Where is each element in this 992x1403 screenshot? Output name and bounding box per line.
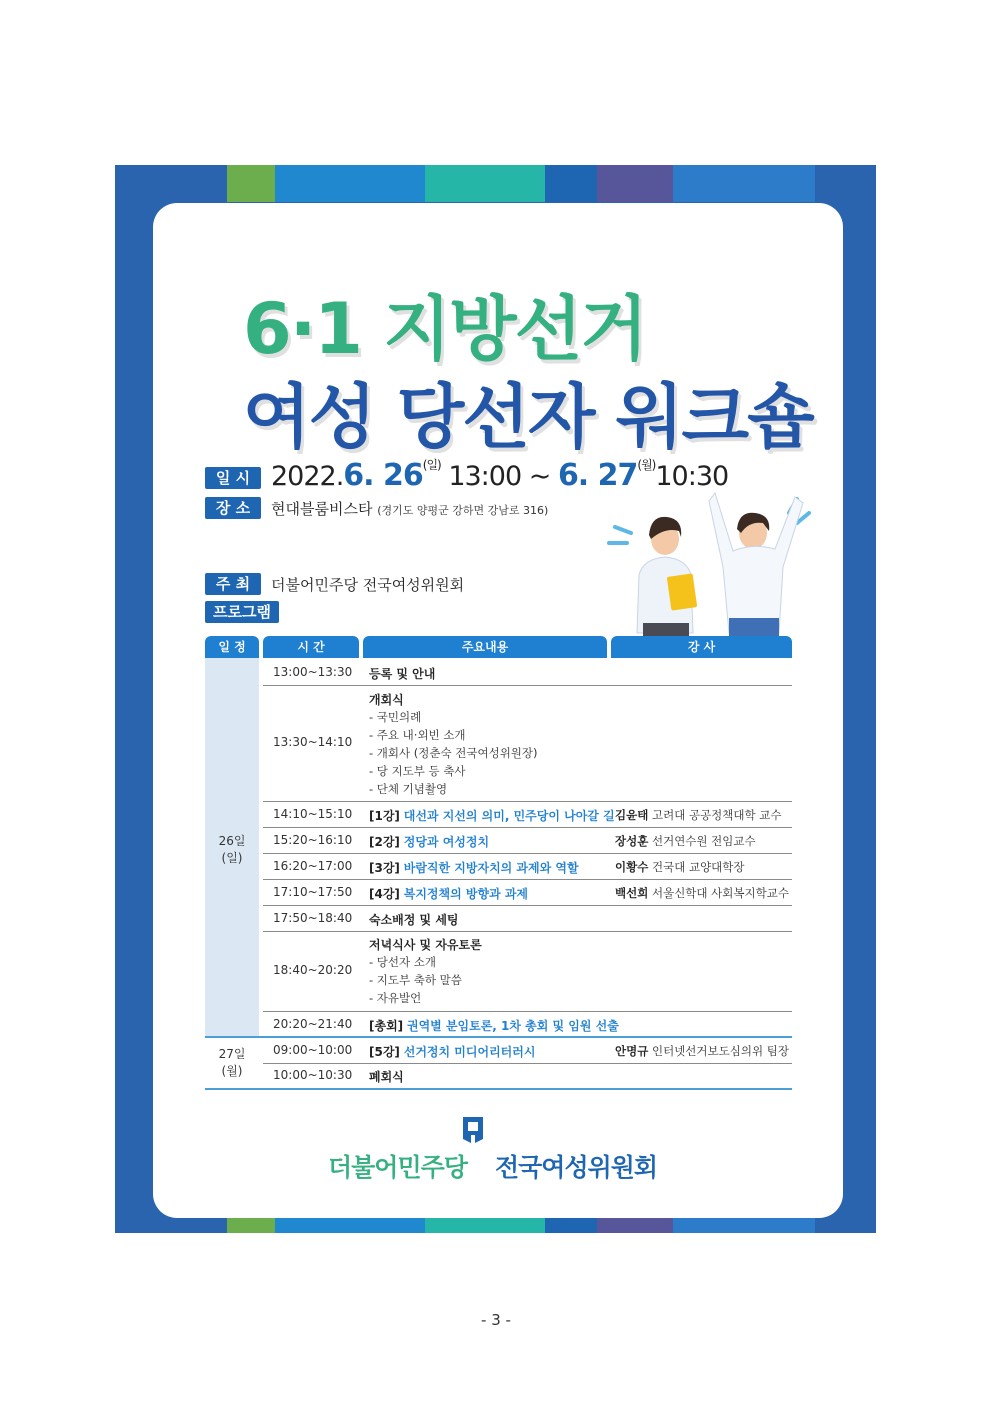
lecturer-title: 건국대 교양대학장 (651, 860, 745, 874)
row-time: 15:20~16:10 (273, 833, 353, 847)
row-content (369, 911, 459, 928)
poster-card (153, 203, 843, 1218)
header-day: 일 정 (205, 636, 259, 658)
table-row (263, 801, 792, 828)
table-row (263, 658, 792, 686)
end-time: 10:30 (655, 461, 729, 492)
lecture-tag: [5강] (369, 1045, 400, 1059)
end-day: (월) (637, 458, 656, 472)
table-row (263, 905, 792, 932)
lecture-topic: 정당과 여성정치 (403, 835, 490, 849)
lecture-tag: [1강] (369, 809, 400, 823)
start-time: 13:00 ~ (448, 461, 551, 492)
lecture-topic: 권역별 분임토론, 1차 총회 및 임원 선출 (406, 1019, 619, 1033)
lecture-tag: [4강] (369, 887, 400, 901)
table-row (263, 931, 792, 1012)
session-item: - 단체 기념촬영 (369, 782, 448, 796)
page-number: - 3 - (481, 1311, 511, 1329)
session-item: - 지도부 축하 말씀 (369, 973, 462, 987)
place-label: 장 소 (205, 497, 261, 519)
session-item: - 국민의례 (369, 710, 422, 724)
session-item: - 당선자 소개 (369, 955, 437, 969)
row-content (369, 1017, 619, 1034)
session-title: 개회식 (369, 693, 404, 707)
lecturer-name: 백선희 (615, 886, 649, 900)
row-content (369, 1043, 535, 1060)
committee-name-logo: 전국여성위원회 (495, 1153, 658, 1182)
party-name-logo: 더불어민주당 (328, 1153, 467, 1182)
row-lecturer (615, 1043, 789, 1059)
row-time: 17:10~17:50 (273, 885, 353, 899)
row-time: 20:20~21:40 (273, 1017, 353, 1031)
day1-weekday: (일) (221, 851, 243, 865)
lecture-tag: [총회] (369, 1019, 404, 1033)
lecture-topic: 바람직한 지방자치의 과제와 역할 (403, 861, 579, 875)
title-line-1: 6·1 지방선거 (243, 288, 646, 370)
day1-date: 26일 (218, 834, 246, 848)
row-lecturer (615, 807, 782, 823)
host-name: 더불어민주당 전국여성위원회 (271, 576, 465, 594)
top-color-stripe (115, 165, 876, 202)
session-title: 숙소배정 및 세팅 (369, 913, 459, 927)
session-item: - 당 지도부 등 축사 (369, 764, 466, 778)
lecture-tag: [3강] (369, 861, 400, 875)
day2-weekday: (월) (221, 1064, 243, 1078)
row-content (369, 885, 528, 902)
row-time: 18:40~20:20 (273, 963, 353, 977)
row-content (369, 936, 482, 1007)
session-title: 폐회식 (369, 1070, 404, 1084)
table-row (263, 1038, 792, 1064)
row-lecturer (615, 833, 756, 849)
row-content (369, 1068, 404, 1085)
table-row (263, 685, 792, 802)
session-title: 저녁식사 및 자유토론 (369, 938, 482, 952)
table-bottom-line (205, 1088, 792, 1090)
table-row (263, 1063, 792, 1088)
lecturer-title: 선거연수원 전임교수 (651, 834, 756, 848)
date-year: 2022. (271, 461, 344, 492)
day1-label (205, 833, 259, 867)
table-row (263, 1011, 792, 1036)
row-content (369, 691, 538, 798)
bottom-color-stripe (115, 1218, 876, 1233)
row-lecturer (615, 885, 789, 901)
header-time: 시 간 (263, 636, 359, 658)
end-date: 6. 27 (557, 458, 638, 493)
lecturer-name: 안명규 (615, 1044, 649, 1058)
session-item: - 개회사 (정춘숙 전국여성위원장) (369, 746, 538, 760)
lecture-topic: 대선과 지선의 의미, 민주당이 나아갈 길 (403, 809, 615, 823)
start-day: (일) (422, 458, 441, 472)
table-row (263, 827, 792, 854)
table-row (263, 879, 792, 906)
day2-label (205, 1046, 259, 1080)
date-label: 일 시 (205, 467, 261, 489)
event-place (271, 498, 548, 519)
session-item: - 자유발언 (369, 991, 422, 1005)
row-content (369, 807, 615, 824)
lecture-topic: 복지정책의 방향과 과제 (403, 887, 529, 901)
host-label: 주 최 (205, 573, 261, 595)
lecture-tag: [2강] (369, 835, 400, 849)
program-label: 프로그램 (205, 601, 279, 623)
session-title: 등록 및 안내 (369, 667, 436, 681)
venue-address: (경기도 양평군 강하면 강남로 316) (377, 504, 549, 517)
row-content (369, 833, 489, 850)
table-row (263, 853, 792, 880)
row-lecturer (615, 859, 745, 875)
day2-date: 27일 (218, 1047, 246, 1061)
lecturer-name: 장성훈 (615, 834, 649, 848)
row-content (369, 859, 579, 876)
lecturer-name: 이황수 (615, 860, 649, 874)
lecturer-title: 인터넷선거보도심의위 팀장 (651, 1044, 789, 1058)
row-time: 17:50~18:40 (273, 911, 353, 925)
row-content (369, 665, 435, 682)
lecturer-title: 고려대 공공정책대학 교수 (651, 808, 782, 822)
header-lecturer: 강 사 (611, 636, 792, 658)
party-flag-icon (460, 1115, 486, 1145)
start-date: 6. 26 (343, 458, 423, 493)
lecturer-name: 김윤태 (615, 808, 649, 822)
row-time: 10:00~10:30 (273, 1068, 353, 1082)
row-time: 09:00~10:00 (273, 1043, 353, 1057)
lecturer-title: 서울신학대 사회복지학교수 (651, 886, 789, 900)
row-time: 13:30~14:10 (273, 735, 353, 749)
venue-name: 현대블룸비스타 (271, 500, 373, 518)
celebrating-people-illustration (603, 483, 818, 638)
session-item: - 주요 내·외빈 소개 (369, 728, 466, 742)
row-time: 16:20~17:00 (273, 859, 353, 873)
row-time: 14:10~15:10 (273, 807, 353, 821)
workshop-poster (115, 165, 876, 1233)
row-time: 13:00~13:30 (273, 665, 353, 679)
title-line-2: 여성 당선자 워크숍 (243, 376, 813, 458)
lecture-topic: 선거정치 미디어리터러시 (403, 1045, 536, 1059)
header-content: 주요내용 (363, 636, 607, 658)
